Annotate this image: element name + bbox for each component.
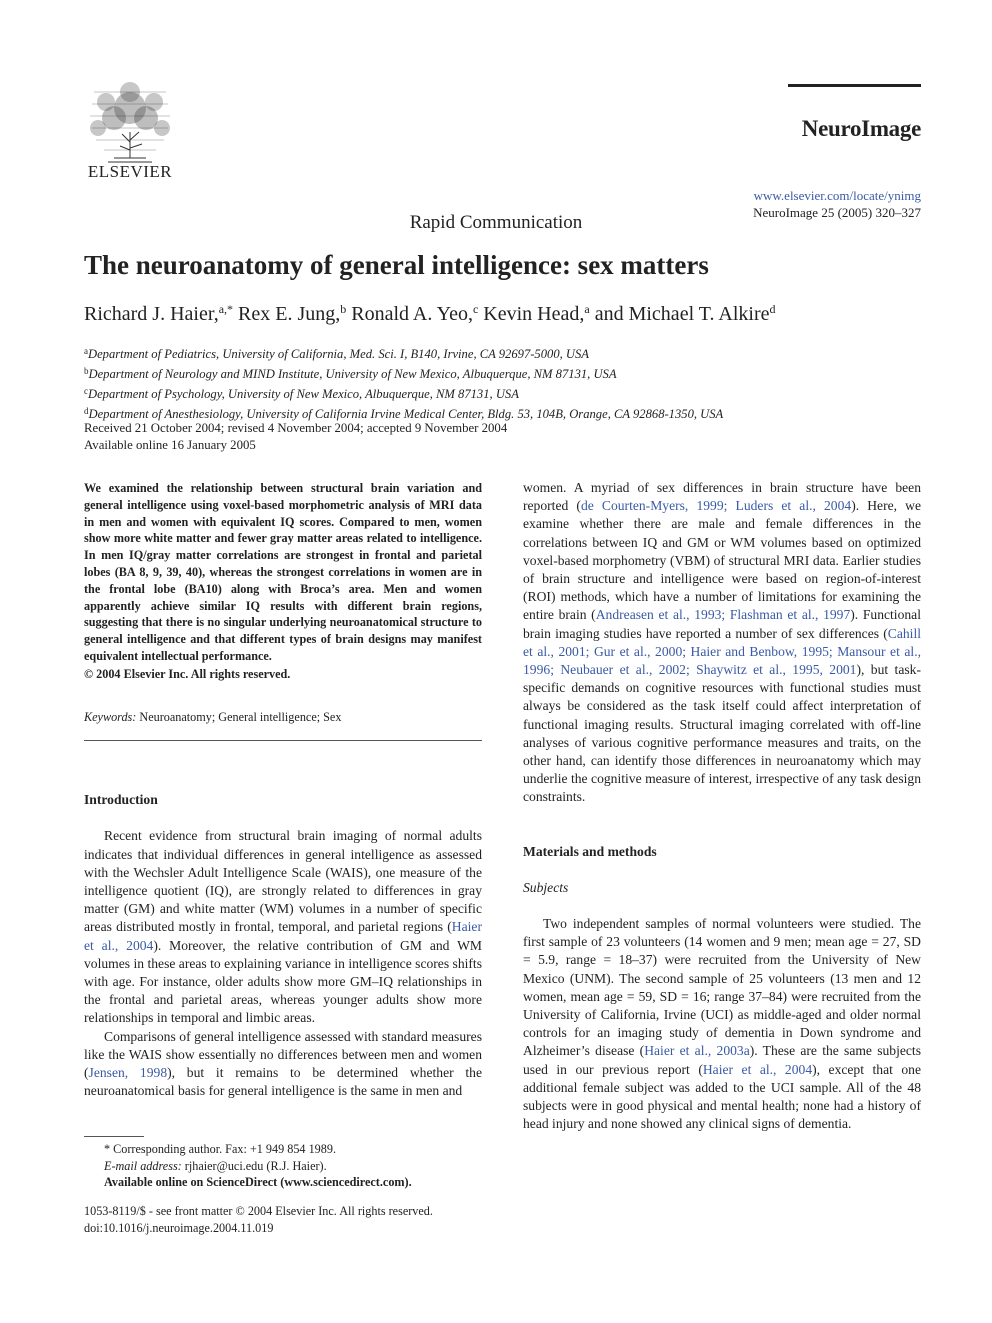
citation-link[interactable]: Cahill et al., 2001; Gur et al., 2000; Haier and Benbow, 1995; Mansour et al., 1996; Neubauer et al., 2002; Shaywitz et al., 1995, 2001	[523, 625, 921, 678]
publisher-name: ELSEVIER	[87, 162, 173, 181]
citation-link[interactable]: Jensen, 1998	[88, 1065, 168, 1081]
abstract: We examined the relationship between structural brain variation and general intelligence using voxel-based morphometric analysis of MRI data in men and women with equivalent IQ scores. Compared to men, women show more white matter and fewer gray matter areas related to intelligence. In men IQ/gray matter correlations are strongest in frontal and parietal lobes (BA 8, 9, 39, 40), whereas the strongest correlations in women are in the frontal lobe (BA10) along with Broca’s area. Men and women apparently achieve similar IQ results with different brain regions, suggesting that there is no singular underlying neuroanatomical structure to general intelligence and that different types of brain designs may manifest equivalent intellectual performance.	[84, 481, 482, 663]
author-name: Kevin Head,	[483, 303, 585, 325]
author-name: Michael T. Alkire	[628, 303, 770, 325]
issn-line: 1053-8119/$ - see front matter © 2004 Elsevier Inc. All rights reserved.	[84, 1204, 433, 1218]
affiliation-list	[84, 343, 723, 423]
article-dates	[84, 420, 507, 454]
affiliation: $^c$Department of Psychology, University of New Mexico, Albuquerque, NM 87131, USA	[84, 386, 519, 401]
subjects-paragraph-1: Two independent samples of normal volunteers were studied. The first sample of 23 volunteers (14 women and 9 men; mean age = 27, SD = 5.9, range = 18–37) were recruited from the University of New Mexico (UNM). The second sample of 25 volunteers (13 men and 12 women, mean age = 59, SD = 16; range 37–84) were recruited from the University of California, Irvine (UCI) as middle-aged and older normal controls for an imaging study of dementia in Down syndrome and Alzheimer’s disease (Haier et al., 2003a). These are the same subjects used in our previous report (Haier et al., 2004), except that one additional female subject was added to the UCI sample. All of the 48 subjects were in good physical and mental health; none had a history of head injury and none showed any clinical signs of dementia.	[523, 916, 921, 1132]
author-name: Rex E. Jung,	[238, 303, 341, 325]
introduction-paragraph-2: Comparisons of general intelligence assessed with standard measures like the WAIS show essentially no differences between men and women (Jensen, 1998), but it remains to be determined whether the neuroanatomical basis for general intelligence is the same in men and	[84, 1028, 482, 1099]
author-name: Richard J. Haier,	[84, 303, 219, 325]
author-affiliation-mark: d	[769, 302, 776, 316]
abstract-divider	[84, 740, 482, 741]
issn-doi	[84, 1203, 433, 1237]
journal-citation: NeuroImage 25 (2005) 320–327	[753, 205, 921, 220]
affiliation: $^a$Department of Pediatrics, University of California, Med. Sci. I, B140, Irvine, CA 92697-5000, USA	[84, 346, 590, 361]
citation-link[interactable]: Andreasen et al., 1993; Flashman et al., 1997	[595, 607, 851, 623]
author-list: Richard J. Haier,$^{a,*}$ Rex E. Jung,$^b$ Ronald A. Yeo,$^c$ Kevin Head,$^a$ and Michael T. Alkire$^d$	[84, 302, 776, 325]
keywords	[84, 708, 482, 726]
citation-link[interactable]: de Courten-Myers, 1999; Luders et al., 2004	[580, 498, 852, 514]
sciencedirect-note: Available online on ScienceDirect (www.sciencedirect.com).	[104, 1175, 412, 1189]
author-affiliation-mark: b	[340, 302, 347, 316]
materials-methods-heading: Materials and methods	[523, 843, 657, 859]
left-column	[84, 480, 482, 1100]
journal-url[interactable]: www.elsevier.com/locate/ynimg	[753, 188, 921, 203]
right-column	[523, 479, 921, 1134]
keywords-text: Neuroanatomy; General intelligence; Sex	[139, 709, 342, 724]
journal-rule	[788, 84, 921, 87]
citation-link[interactable]: Haier et al., 2004	[702, 1061, 813, 1077]
article-type: Rapid Communication	[409, 212, 583, 233]
affiliation: $^d$Department of Anesthesiology, University of California Irvine Medical Center, Bldg. 53, 104B, Orange, CA 92868-1350, USA	[84, 406, 724, 421]
journal-name: NeuroImage	[801, 116, 921, 141]
citation-link[interactable]: Haier et al., 2004	[84, 919, 482, 953]
introduction-paragraph-1: Recent evidence from structural brain imaging of normal adults indicates that individual differences in general intelligence as assessed with the Wechsler Adult Intelligence Scale (WAIS), one measure of the intelligence quotient (IQ), are strongly related to differences in gray matter (GM) and white matter (WM) volumes in a number of specific areas distributed mostly in frontal, temporal, and parietal regions (Haier et al., 2004). Moreover, the relative contribution of GM and WM volumes in these areas to explaining variance in intelligence scores shifts with age. For instance, older adults show more GM–IQ relationships in the frontal and parietal areas, whereas younger adults show more relationships in temporal and limbic areas.	[84, 828, 482, 1026]
subjects-subheading: Subjects	[523, 879, 569, 895]
email-note	[84, 1158, 482, 1175]
introduction-paragraph-2-continued: women. A myriad of sex differences in brain structure have been reported (de Courten-Myers, 1999; Luders et al., 2004). Here, we examine whether there are male and female differences in the correlations between IQ and GM or WM volumes based on optimized voxel-based morphometry (VBM) of structural MRI data. Earlier studies of brain structure and intelligence were based on region-of-interest (ROI) methods, which have a number of limitations for examining the entire brain (Andreasen et al., 1993; Flashman et al., 1997). Functional brain imaging studies have reported a number of sex differences (Cahill et al., 2001; Gur et al., 2000; Haier and Benbow, 1995; Mansour et al., 1996; Neubauer et al., 2002; Shaywitz et al., 1995, 2001), but task-specific demands on cognitive resources with functional studies must always be considered as the task itself could affect interpretation of functional imaging results. Structural imaging correlated with off-line analyses of various cognitive performance measures and traits, on the other hand, can identify those differences in neuroanatomy which may underlie the cognitive measure of interest, irrespective of any task design constraints.	[523, 480, 922, 805]
author-affiliation-mark: c	[472, 302, 479, 316]
abstract-copyright: © 2004 Elsevier Inc. All rights reserved.	[84, 666, 291, 681]
online-date: Available online 16 January 2005	[84, 438, 256, 452]
corresponding-author-note: * Corresponding author. Fax: +1 949 854 1989.	[104, 1142, 336, 1156]
keywords-label: Keywords:	[84, 709, 137, 724]
paper-title: The neuroanatomy of general intelligence: sex matters	[84, 250, 709, 280]
footnotes	[84, 1136, 482, 1191]
author-name: Ronald A. Yeo,	[351, 303, 473, 325]
email-label: E-mail address:	[104, 1158, 182, 1173]
email-address[interactable]: rjhaier@uci.edu (R.J. Haier).	[184, 1158, 327, 1173]
introduction-heading: Introduction	[84, 792, 158, 808]
footnote-rule	[84, 1136, 144, 1137]
author-affiliation-mark: a,*	[218, 302, 234, 316]
citation-link[interactable]: Haier et al., 2003a	[644, 1043, 750, 1059]
received-date: Received 21 October 2004; revised 4 November 2004; accepted 9 November 2004	[84, 421, 508, 435]
affiliation: $^b$Department of Neurology and MIND Institute, University of New Mexico, Albuquerque, NM 87131, USA	[84, 366, 617, 381]
author-affiliation-mark: a	[584, 302, 590, 316]
doi-line: doi:10.1016/j.neuroimage.2004.11.019	[84, 1221, 274, 1235]
